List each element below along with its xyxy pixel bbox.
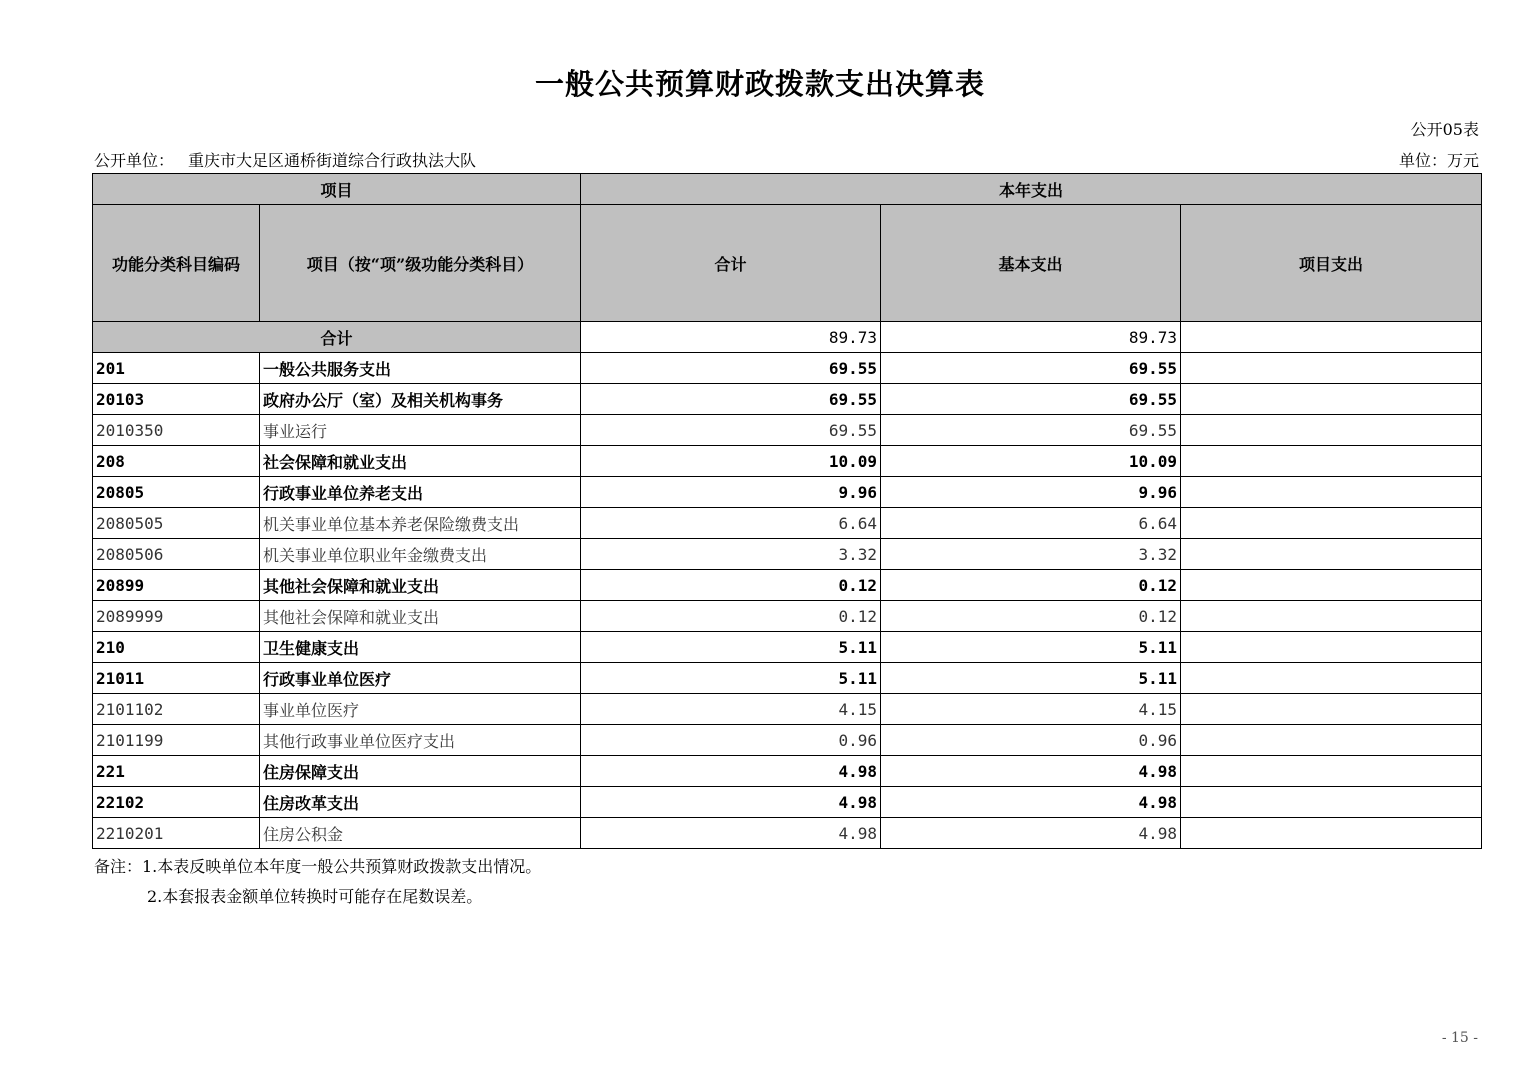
table-row [93,539,1482,570]
row-name: 住房公积金 [260,818,581,849]
row-name: 住房保障支出 [260,756,581,787]
row-basic: 5.11 [881,663,1181,694]
row-name: 社会保障和就业支出 [260,446,581,477]
table-row [93,663,1482,694]
row-basic: 69.55 [881,384,1181,415]
table-row [93,446,1482,477]
row-name: 其他社会保障和就业支出 [260,601,581,632]
row-name: 住房改革支出 [260,787,581,818]
header-code: 功能分类科目编码 [93,205,260,322]
table-row [93,477,1482,508]
page-title: 一般公共预算财政拨款支出决算表 [534,67,985,101]
row-project [1181,787,1482,818]
row-code: 20103 [93,384,260,415]
row-basic: 69.55 [881,353,1181,384]
row-name: 事业单位医疗 [260,694,581,725]
row-name: 机关事业单位基本养老保险缴费支出 [260,508,581,539]
row-code: 2080505 [93,508,260,539]
row-code: 2101102 [93,694,260,725]
total-sum: 89.73 [581,322,881,353]
row-code: 20899 [93,570,260,601]
unit-name: 重庆市大足区通桥街道综合行政执法大队 [188,151,477,170]
row-code: 2210201 [93,818,260,849]
row-total: 5.11 [581,632,881,663]
row-code: 210 [93,632,260,663]
table-row [93,570,1482,601]
table-row [93,787,1482,818]
row-name: 行政事业单位养老支出 [260,477,581,508]
row-name: 其他社会保障和就业支出 [260,570,581,601]
table-row [93,818,1482,849]
row-total: 0.12 [581,570,881,601]
row-project [1181,353,1482,384]
table-row [93,756,1482,787]
row-project [1181,570,1482,601]
row-basic: 0.12 [881,601,1181,632]
row-name: 一般公共服务支出 [260,353,581,384]
row-total: 9.96 [581,477,881,508]
row-name: 卫生健康支出 [260,632,581,663]
row-code: 201 [93,353,260,384]
header-project-exp: 项目支出 [1181,205,1482,322]
row-total: 0.96 [581,725,881,756]
row-total: 6.64 [581,508,881,539]
row-basic: 6.64 [881,508,1181,539]
row-code: 21011 [93,663,260,694]
row-project [1181,384,1482,415]
row-total: 69.55 [581,384,881,415]
row-total: 69.55 [581,353,881,384]
notes [94,852,541,912]
row-basic: 4.98 [881,818,1181,849]
row-basic: 0.12 [881,570,1181,601]
row-name: 政府办公厅（室）及相关机构事务 [260,384,581,415]
row-basic: 0.96 [881,725,1181,756]
row-project [1181,539,1482,570]
total-row [93,322,1482,353]
row-name: 机关事业单位职业年金缴费支出 [260,539,581,570]
row-code: 2089999 [93,601,260,632]
row-total: 4.98 [581,787,881,818]
unit-label: 公开单位： [94,151,175,170]
expenditure-table [92,173,1482,849]
form-number: 公开05表 [1410,120,1479,139]
row-project [1181,415,1482,446]
table-row [93,694,1482,725]
table-row [93,632,1482,663]
row-code: 20805 [93,477,260,508]
row-total: 4.15 [581,694,881,725]
row-code: 2010350 [93,415,260,446]
row-project [1181,601,1482,632]
row-basic: 4.98 [881,787,1181,818]
row-project [1181,663,1482,694]
row-name: 事业运行 [260,415,581,446]
row-basic: 4.98 [881,756,1181,787]
row-code: 208 [93,446,260,477]
row-total: 3.32 [581,539,881,570]
note-2: 2.本套报表金额单位转换时可能存在尾数误差。 [147,887,483,906]
row-total: 10.09 [581,446,881,477]
row-project [1181,818,1482,849]
row-basic: 69.55 [881,415,1181,446]
row-project [1181,477,1482,508]
reporting-unit [94,148,476,171]
table-row [93,415,1482,446]
row-total: 4.98 [581,756,881,787]
row-project [1181,725,1482,756]
total-label: 合计 [93,322,581,353]
row-total: 69.55 [581,415,881,446]
total-project [1181,322,1482,353]
row-code: 2080506 [93,539,260,570]
row-total: 5.11 [581,663,881,694]
row-basic: 3.32 [881,539,1181,570]
header-name: 项目（按“项”级功能分类科目） [260,205,581,322]
row-basic: 9.96 [881,477,1181,508]
note-1: 备注：1.本表反映单位本年度一般公共预算财政拨款支出情况。 [94,857,542,876]
table-row [93,384,1482,415]
row-project [1181,694,1482,725]
row-project [1181,756,1482,787]
table-row [93,508,1482,539]
row-code: 22102 [93,787,260,818]
currency-unit: 单位：万元 [1398,151,1479,170]
table-row [93,601,1482,632]
total-basic: 89.73 [881,322,1181,353]
header-current-year: 本年支出 [581,174,1482,205]
row-project [1181,632,1482,663]
table-row [93,725,1482,756]
row-code: 221 [93,756,260,787]
row-project [1181,446,1482,477]
row-name: 其他行政事业单位医疗支出 [260,725,581,756]
table-row [93,353,1482,384]
row-name: 行政事业单位医疗 [260,663,581,694]
row-basic: 10.09 [881,446,1181,477]
page-number: - 15 - [1441,1030,1478,1046]
row-total: 4.98 [581,818,881,849]
row-basic: 5.11 [881,632,1181,663]
row-basic: 4.15 [881,694,1181,725]
row-project [1181,508,1482,539]
row-total: 0.12 [581,601,881,632]
row-code: 2101199 [93,725,260,756]
header-total: 合计 [581,205,881,322]
header-project: 项目 [93,174,581,205]
header-basic: 基本支出 [881,205,1181,322]
